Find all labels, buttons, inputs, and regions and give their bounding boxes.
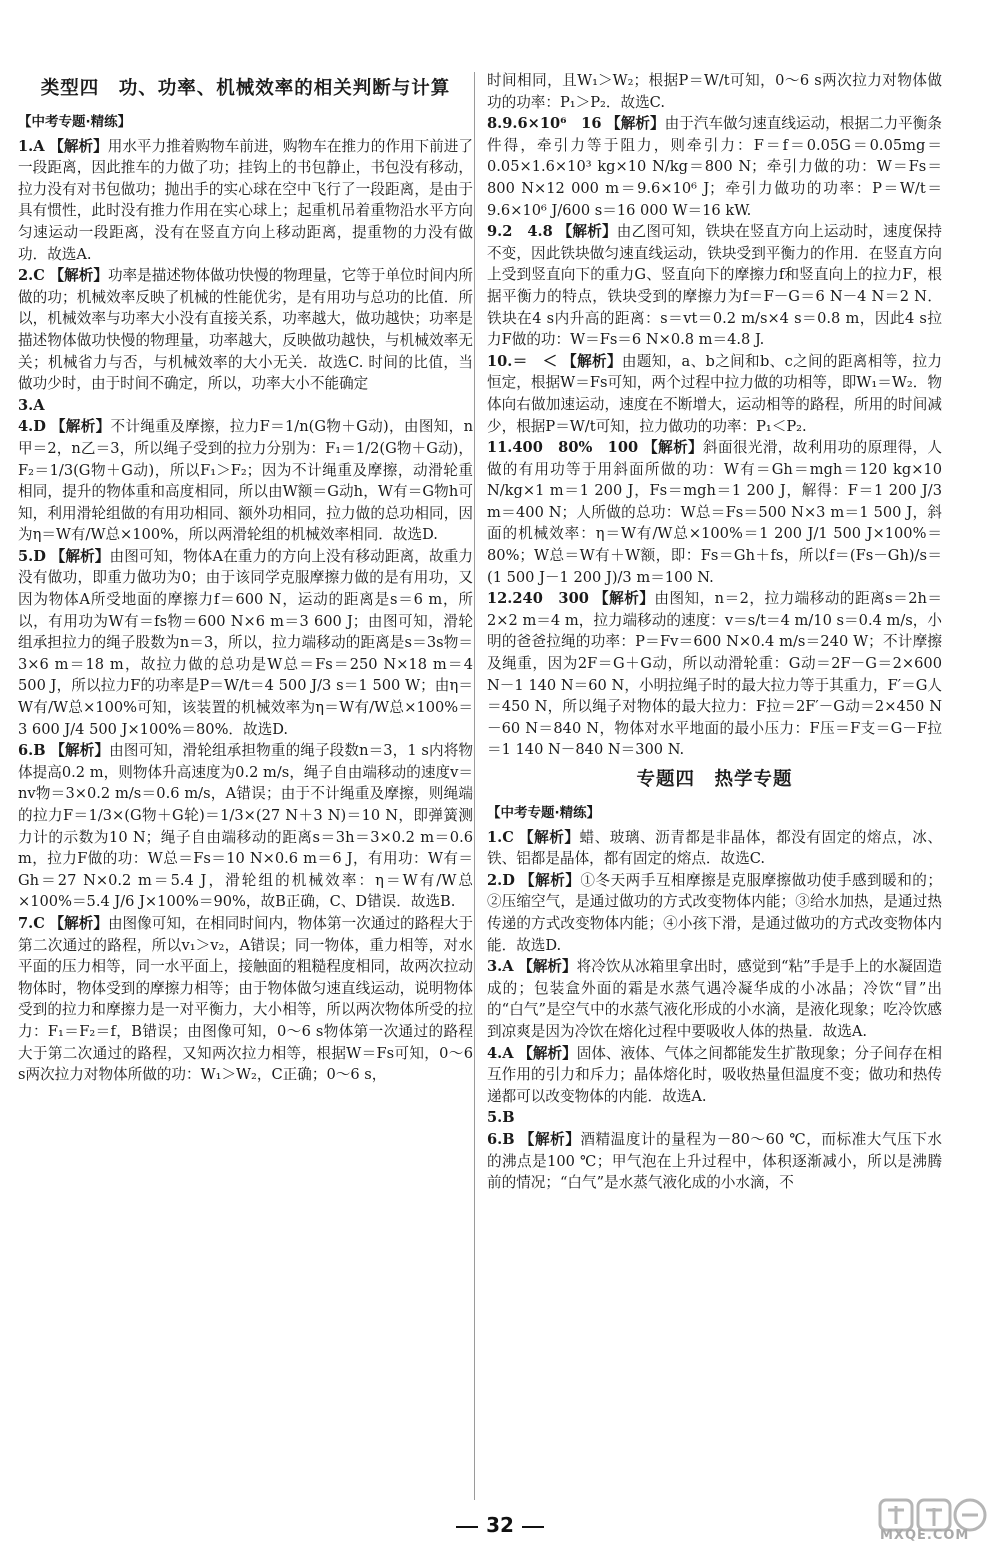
answer-item: 2.C 【解析】功率是描述物体做功快慢的物理量，它等于单位时间内所做的功；机械效率反映了机械的性能优劣，是有用功与总功的比值．所以，机械效率与功率大小没有直接关系，功率越大，做功越快；功率是描述物体做功快慢的物理量，功率越大，反映做功越快，与机械效率无关；机械省力与否，与机械效率的大小无关．故选C. 时间的比值，当做功少时，由于时间不确定，所以，功率大小不能确定 [18, 267, 473, 393]
answer-item: 12.240 300 【解析】由图知，n＝2，拉力端移动的距离s＝2h＝2×2 m＝4 m，拉力端移动的速度：v＝s/t＝4 m/10 s＝0.4 m/s，小明的爸爸拉绳的功率：P＝Fv＝600 N×0.4 m/s＝240 W；不计摩擦及绳重，因为2F＝G＋G动，所以动滑轮重：G动＝2F－G＝2×600 N－1 140 N＝60 N，小明拉绳子时的最大拉力等于其重力，F′＝G人＝450 N，所以绳子对物体的最大拉力：F拉＝2F′－G动＝2×450 N－60 N＝840 N，物体对水平地面的最小压力：F压＝F支＝G－F拉＝1 140 N－840 N＝300 N. [487, 590, 942, 759]
answer-item: 4.A 【解析】固体、液体、气体之间都能发生扩散现象；分子间存在相互作用的引力和斥力；晶体熔化时，吸收热量但温度不变；做功和热传递都可以改变物体的内能．故选A. [487, 1044, 942, 1105]
answer-item: 3.A 【解析】将冷饮从冰箱里拿出时，感觉到“粘”手是手上的水凝固造成的；包装盒外面的霜是水蒸气遇冷凝华成的小冰晶；冷饮“冒”出的“白气”是空气中的水蒸气液化形成的小水滴，是液化现象；吃冷饮感到凉爽是因为冷饮在熔化过程中要吸收人体的热量．故选A. [487, 958, 942, 1040]
answer-item: 11.400 80% 100 【解析】斜面很光滑，故利用功的原理得，人做的有用功等于用斜面所做的功：W有＝Gh＝mgh＝120 kg×10 N/kg×1 m＝1 200 J，Fs＝mgh＝1 200 J，解得：F＝1 200 J/3 m＝400 N；人所做的总功：W总＝Fs＝500 N×3 m＝1 500 J，斜面的机械效率：η＝W有/W总×100%＝1 200 J/1 500 J×100%＝80%；W总＝W有＋W额，即：Fs＝Gh＋fs，所以f＝(Fs－Gh)/s＝(1 500 J－1 200 J)/3 m＝100 N. [487, 439, 942, 586]
column-divider [474, 72, 475, 1500]
continuation-text: 时间相同，且W₁＞W₂；根据P＝W/t可知，0～6 s两次拉力对物体做功的功率：P₁＞P₂．故选C. [487, 72, 942, 111]
answer-item: 1.A 【解析】用水平力推着购物车前进，购物车在推力的作用下前进了一段距离，因此推车的力做了功；挂钩上的书包静止，书包没有移动，拉力没有对书包做功；抛出手的实心球在空中飞行了一段距离，是由于具有惯性，此时没有推力作用在实心球上；起重机吊着重物沿水平方向匀速运动一段距离，没有在竖直方向上移动距离，提重物的力没有做功．故选A. [18, 137, 473, 263]
answer-item: 10.＝ ＜ 【解析】由题知，a、b之间和b、c之间的距离相等，拉力恒定，根据W＝Fs可知，两个过程中拉力做的功相等，即W₁＝W₂．物体向右做加速运动，速度在不断增大，运动相等的路程，所用的时间减少，根据P＝W/t可知，拉力做功的功率：P₁＜P₂. [487, 352, 942, 435]
page-number: 32 [0, 1513, 1000, 1537]
watermark-site-text: MXQE.COM [880, 1528, 970, 1543]
answer-item: 7.C 【解析】由图像可知，在相同时间内，物体第一次通过的路程大于第二次通过的路程，所以v₁＞v₂，A错误；同一物体，重力相等，对水平面的压力相等，同一水平面上，接触面的粗糙程度相同，故两次拉动物体时，物体受到的摩擦力相等；由于物体做匀速直线运动，说明物体受到的拉力和摩擦力是一对平衡力，大小相等，所以两次物体所受的拉力：F₁＝F₂＝f，B错误；由图像可知，0～6 s物体第一次通过的路程大于第二次通过的路程，又知两次拉力相等，根据W＝Fs可知，0～6 s两次拉力对物体所做的功：W₁＞W₂，C正确；0～6 s， [18, 914, 473, 1084]
answer-item: 5.B [487, 1109, 515, 1127]
answer-item: 6.B 【解析】酒精温度计的量程为－80～60 ℃，而标准大气压下水的沸点是100 ℃；甲气泡在上升过程中，体积逐渐减小，所以是沸腾前的情况；“白气”是水蒸气液化成的小水滴，不 [487, 1130, 942, 1192]
answer-item: 4.D 【解析】不计绳重及摩擦，拉力F＝1/n(G物＋G动)，由图知，n甲＝2，n乙＝3，所以绳子受到的拉力分别为：F₁＝1/2(G物＋G动)，F₂＝1/3(G物＋G动)，所以F₁＞F₂；因为不计绳重及摩擦，动滑轮重相同，提升的物体重和高度相同，所以由W额＝G动h，W有＝G物h可知，利用滑轮组做的有用功相同、额外功相同，拉力做的总功相同，因为η＝W有/W总×100%，所以两滑轮组的机械效率相同．故选D. [18, 418, 473, 544]
answer-item: 5.D 【解析】由图可知，物体A在重力的方向上没有移动距离，故重力没有做功，即重力做功为0；由于该同学克服摩擦力做的是有用功，又因为物体A所受地面的摩擦力f＝600 N，运动的距离是s＝6 m，所以，有用功为W有＝fs物＝600 N×6 m＝3 600 J；由图可知，滑轮组承担拉力的绳子股数为n＝3，所以，拉力端移动的距离是s＝3s物＝3×6 m＝18 m，故拉力做的总功是W总＝Fs＝250 N×18 m＝4 500 J，所以拉力F的功率是P＝W/t＝4 500 J/3 s＝1 500 W；由η＝W有/W总×100%可知，该装置的机械效率为η＝W有/W总×100%＝3 600 J/4 500 J×100%＝80%．故选D. [18, 547, 473, 738]
page-number-dash-right [522, 1526, 544, 1528]
section-title-thermal: 专题四 热学专题 [636, 769, 793, 790]
answer-item: 9.2 4.8 【解析】由乙图可知，铁块在竖直方向上运动时，速度保持不变，因此铁块做匀速直线运动，铁块受到平衡力的作用．在竖直方向上受到竖直向下的重力G、竖直向下的摩擦力f和竖直向上的拉力F，根据平衡力的特点，铁块受到的摩擦力为f＝F－G＝6 N－4 N＝2 N．铁块在4 s内升高的距离：s＝vt＝0.2 m/s×4 s＝0.8 m，因此4 s拉力F做的功：W＝Fs＝6 N×0.8 m＝4.8 J. [487, 223, 942, 349]
right-column [487, 70, 942, 1194]
subhead-practice: 【中考专题·精练】 [487, 805, 601, 821]
answer-item: 2.D 【解析】①冬天两手互相摩擦是克服摩擦做功使手感到暖和的；②压缩空气，是通过做功的方式改变物体内能；③给水加热，是通过热传递的方式改变物体内能；④小孩下滑，是通过做功的方式改变物体内能．故选D. [487, 871, 942, 954]
answer-item: 1.C 【解析】蜡、玻璃、沥青都是非晶体，都没有固定的熔点，冰、铁、铝都是晶体，都有固定的熔点．故选C. [487, 828, 942, 868]
page-number-dash-left [456, 1526, 478, 1528]
answer-item: 8.9.6×10⁶ 16 【解析】由于汽车做匀速直线运动，根据二力平衡条件得，牵引力等于阻力，则牵引力：F＝f＝0.05G＝0.05mg＝0.05×1.6×10³ kg×10 N/kg＝800 N；牵引力做的功：W＝Fs＝800 N×12 000 m＝9.6×10⁶ J；牵引力做功的功率：P＝W/t＝9.6×10⁶ J/600 s＝16 000 W＝16 kW. [487, 115, 942, 219]
answer-item: 3.A [18, 396, 45, 414]
subhead-practice: 【中考专题·精练】 [18, 114, 132, 130]
section-title-work-power: 类型四 功、功率、机械效率的相关判断与计算 [40, 78, 451, 99]
left-column [18, 70, 473, 1086]
answer-item: 6.B 【解析】由图可知，滑轮组承担物重的绳子段数n＝3，1 s内将物体提高0.2 m，则物体升高速度为0.2 m/s，绳子自由端移动的速度v＝nv物＝3×0.2 m/s＝0.6 m/s，A错误；由于不计绳重及摩擦，则绳端的拉力F＝1/3×(G物＋G轮)＝1/3×(27 N＋3 N)＝10 N，即弹簧测力计的示数为10 N；绳子自由端移动的距离s＝3h＝3×0.2 m＝0.6 m，拉力F做的功：W总＝Fs＝10 N×0.6 m＝6 J，有用功：W有＝Gh＝27 N×0.2 m＝5.4 J，滑轮组的机械效率：η＝W有/W总×100%＝5.4 J/6 J×100%＝90%，故B正确，C、D错误．故选B. [18, 742, 473, 911]
